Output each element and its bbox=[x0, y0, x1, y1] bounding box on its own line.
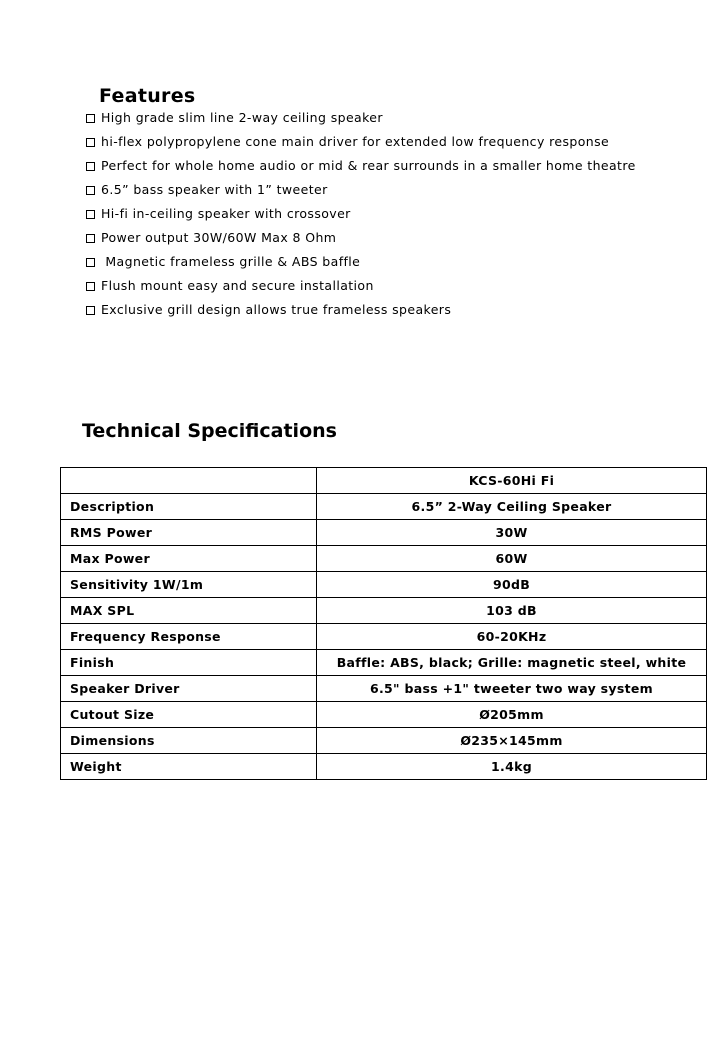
table-row bbox=[61, 676, 707, 702]
spec-value: 103 dB bbox=[317, 598, 707, 624]
feature-text: 6.5” bass speaker with 1” tweeter bbox=[101, 182, 328, 197]
spec-label: Speaker Driver bbox=[61, 676, 317, 702]
specs-table bbox=[60, 467, 707, 780]
checkbox-bullet-icon bbox=[86, 114, 95, 123]
table-row bbox=[61, 650, 707, 676]
spec-value: Ø205mm bbox=[317, 702, 707, 728]
table-row bbox=[61, 546, 707, 572]
feature-item bbox=[86, 110, 636, 134]
spec-label: Cutout Size bbox=[61, 702, 317, 728]
feature-text: Flush mount easy and secure installation bbox=[101, 278, 374, 293]
spec-label: Weight bbox=[61, 754, 317, 780]
checkbox-bullet-icon bbox=[86, 282, 95, 291]
features-list bbox=[86, 110, 636, 326]
checkbox-bullet-icon bbox=[86, 186, 95, 195]
feature-text: Power output 30W/60W Max 8 Ohm bbox=[101, 230, 337, 245]
spec-value: 60W bbox=[317, 546, 707, 572]
spec-label: Sensitivity 1W/1m bbox=[61, 572, 317, 598]
feature-item bbox=[86, 278, 636, 302]
table-header-empty-cell bbox=[61, 468, 317, 494]
spec-label: Dimensions bbox=[61, 728, 317, 754]
table-row bbox=[61, 520, 707, 546]
feature-text: High grade slim line 2-way ceiling speaker bbox=[101, 110, 383, 125]
table-row bbox=[61, 624, 707, 650]
feature-item bbox=[86, 302, 636, 326]
table-row bbox=[61, 728, 707, 754]
spec-label: RMS Power bbox=[61, 520, 317, 546]
feature-item bbox=[86, 254, 636, 278]
table-row bbox=[61, 702, 707, 728]
specs-heading: Technical Specifications bbox=[82, 420, 337, 442]
spec-value: 6.5” 2-Way Ceiling Speaker bbox=[317, 494, 707, 520]
checkbox-bullet-icon bbox=[86, 162, 95, 171]
features-heading: Features bbox=[99, 85, 196, 107]
table-row bbox=[61, 494, 707, 520]
table-header-row bbox=[61, 468, 707, 494]
model-name: KCS-60Hi Fi bbox=[317, 468, 707, 494]
spec-value: Baffle: ABS, black; Grille: magnetic steel, white bbox=[317, 650, 707, 676]
feature-item bbox=[86, 134, 636, 158]
spec-value: Ø235×145mm bbox=[317, 728, 707, 754]
spec-label: Max Power bbox=[61, 546, 317, 572]
feature-text: Hi-fi in-ceiling speaker with crossover bbox=[101, 206, 351, 221]
feature-item bbox=[86, 230, 636, 254]
spec-value: 6.5" bass +1" tweeter two way system bbox=[317, 676, 707, 702]
spec-value: 60-20KHz bbox=[317, 624, 707, 650]
feature-text: Magnetic frameless grille & ABS baffle bbox=[101, 254, 361, 269]
spec-value: 1.4kg bbox=[317, 754, 707, 780]
feature-text: hi-flex polypropylene cone main driver for extended low frequency response bbox=[101, 134, 610, 149]
spec-value: 30W bbox=[317, 520, 707, 546]
spec-label: Finish bbox=[61, 650, 317, 676]
feature-text: Exclusive grill design allows true frameless speakers bbox=[101, 302, 452, 317]
checkbox-bullet-icon bbox=[86, 210, 95, 219]
checkbox-bullet-icon bbox=[86, 138, 95, 147]
spec-label: Description bbox=[61, 494, 317, 520]
table-row bbox=[61, 598, 707, 624]
spec-label: MAX SPL bbox=[61, 598, 317, 624]
checkbox-bullet-icon bbox=[86, 306, 95, 315]
table-row bbox=[61, 572, 707, 598]
feature-item bbox=[86, 182, 636, 206]
checkbox-bullet-icon bbox=[86, 234, 95, 243]
feature-text: Perfect for whole home audio or mid & rear surrounds in a smaller home theatre bbox=[101, 158, 636, 173]
spec-value: 90dB bbox=[317, 572, 707, 598]
feature-item bbox=[86, 206, 636, 230]
feature-item bbox=[86, 158, 636, 182]
checkbox-bullet-icon bbox=[86, 258, 95, 267]
table-row bbox=[61, 754, 707, 780]
spec-label: Frequency Response bbox=[61, 624, 317, 650]
